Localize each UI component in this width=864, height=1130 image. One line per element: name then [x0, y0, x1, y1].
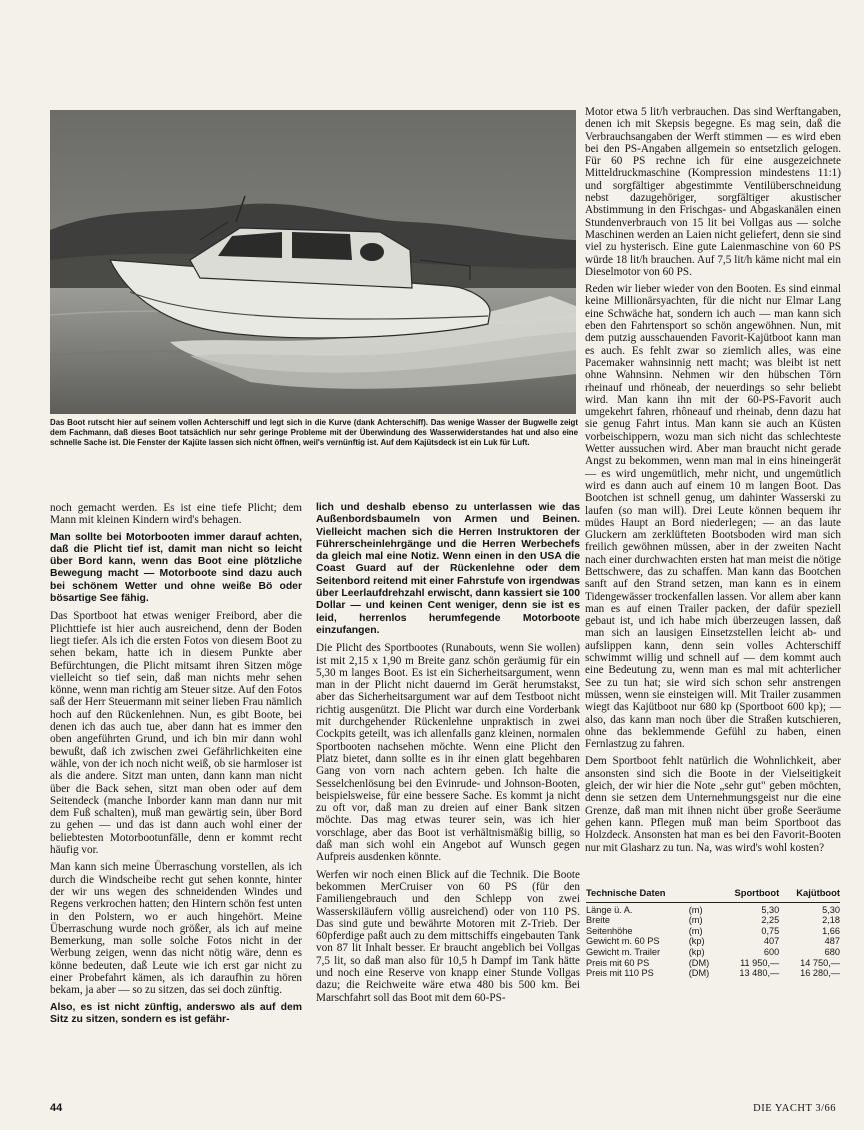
table-row — [586, 902, 840, 915]
table-row — [586, 936, 840, 947]
text-column-3 — [585, 106, 841, 859]
page-number: 44 — [50, 1102, 63, 1114]
row-label: Gewicht m. 60 PS — [586, 936, 660, 947]
text-column-2 — [316, 502, 580, 1009]
row-value-kajuetboot: 680 — [824, 946, 840, 957]
text-column-1 — [50, 502, 302, 1031]
row-value-sportboot: 2,25 — [761, 915, 780, 926]
table-row — [586, 968, 840, 979]
row-label: Länge ü. A. — [586, 902, 689, 915]
paragraph-bold: Man sollte bei Motorbooten immer darauf achten, daß die Plicht tief ist, damit man nicht so leicht über Bord kann, wenn das Boot eine plötzliche Bewegung macht — Motorboote sind dazu auch bei schönem Wetter und ohne weiße Bö oder bösartige See fähig. — [50, 531, 302, 605]
table-row — [586, 958, 840, 969]
paragraph: Die Plicht des Sportbootes (Runabouts, wenn Sie wollen) ist mit 2,15 x 1,90 m Breite ganz schön geräumig für ein 5,30 m langes Boot. Es ist ein Sicherheitsargument, wenn man in der Plicht nicht dauernd im Gerät herumstakst, aber das Sicherheitsargument war auf dem Testboot nicht richtig ausgenützt. Die Plicht war durch eine Vorderbank mit durchgehender Rückenlehne unpraktisch in zwei Cockpits geteilt, was ich allenfalls ganz kleinen, normalen Sportbooten nachsehen möchte. Wenn eine Plicht den Platz bietet, dann sollte es in ihr einen glatt begehbaren Gang von vorn nach achtern geben. Ich halte die Sesselchenlösung bei den Evinrude- und Johnson-Booten, beispielsweise, für eine bessere Sache. Es kommt ja nicht zu oft vor, daß man zu dreien auf einer Bank sitzen möchte. Das mag etwas teurer sein, was ich hier vorschlage, aber das Boot ist verhältnismäßig billig, so daß man sich wohl ein Angebot auf Wunsch gegen Aufpreis ausdenken könnte. — [316, 642, 580, 864]
row-value-kajuetboot: 487 — [824, 936, 840, 947]
magazine-issue: DIE YACHT 3/66 — [753, 1103, 836, 1114]
row-value-kajuetboot: 5,30 — [779, 902, 840, 915]
paragraph: Dem Sportboot fehlt natürlich die Wohnlichkeit, aber ansonsten sind sich die Boote in der Vielseitigkeit gleich, der wir hier die Note „sehr gut" geben möchten, denn sie setzen dem Unternehmungsgeist nur die eine Grenze, daß man mit ihnen nicht über große Seeräume gehen kann. Pflegen muß man beim Sportboot das Holzdeck. Ansonsten hat man es bei den Favorit-Booten nur mit Glasharz zu tun. Na, was wird's wohl kosten? — [585, 755, 841, 854]
row-value-sportboot: 11 950,— — [740, 957, 780, 968]
row-label: Breite — [586, 915, 611, 926]
technical-data-table — [586, 888, 840, 979]
row-unit: (kp) — [688, 946, 705, 957]
row-label: Gewicht m. Trailer — [586, 946, 661, 957]
row-unit: (m) — [688, 925, 703, 936]
boat-photo-illustration — [50, 110, 576, 414]
row-unit: (m) — [688, 915, 703, 926]
paragraph-bold: Also, es ist nicht zünftig, anderswo als auf dem Sitz zu sitzen, sondern es ist gefähr- — [50, 1001, 302, 1025]
table-header-sportboot: Sportboot — [734, 887, 780, 898]
row-unit: (kp) — [688, 936, 705, 947]
photo-caption: Das Boot rutscht hier auf seinem vollen Achterschiff und legt sich in die Kurve (dank Achterschiff). Das wenige Wasser der Bugwelle zeigt dem Fachmann, daß dieses Boot tatsächlich nur sehr geringe Probleme mit der Überwindung des Wasserwiderstandes hat und also eine schnelle Sache ist. Die Fenster der Kajüte lassen sich nicht öffnen, weil's vernünftig ist. Auf dem Kajütsdeck ist ein Luk für Luft. — [50, 418, 578, 448]
paragraph-bold: lich und deshalb ebenso zu unterlassen wie das Außenbordsbaumeln von Armen und Beinen. Vielleicht machen sich die Herren Instruktoren der Führerscheinlehrgänge und die Herren Werbechefs da gleich mal eine Notiz. Wenn einen in den USA die Coast Guard auf der Rückenlehne oder dem Seitenbord reitend mit einer Fahrstufe von irgendwas über Leerlaufdrehzahl erwischt, dann kassiert sie 100 Dollar — und keinen Cent weniger, denn sie ist es leid, herrenlos herumfegende Motorboote einzufangen. — [316, 502, 580, 636]
table-row — [586, 947, 840, 958]
row-unit: (m) — [689, 902, 717, 915]
table-header-kajuetboot: Kajütboot — [796, 887, 840, 898]
row-unit: (DM) — [688, 968, 710, 979]
row-value-kajuetboot: 14 750,— — [800, 957, 840, 968]
row-value-sportboot: 5,30 — [717, 902, 779, 915]
boat-photo — [50, 110, 576, 414]
paragraph: Motor etwa 5 lit/h verbrauchen. Das sind Werftangaben, denen ich mit Skepsis begegne. Es mag sein, daß die Verbrauchsangaben der Werft stimmen — es wird eben bei den PS-Angaben allgemein so entsetzlich gelogen. Für 60 PS rechne ich für eine ausgezeichnete Mitteldruckmaschine (Kompression mindestens 11:1) und sorgfältiger abgestimmte Ventilüberschneidung nebst dazugehöriger, sorgfältiger akustischer Abstimmung in den Frischgas- und Abgaskanälen einen Stundenverbrauch von 15 lit bei Vollgas aus — solche Maschinen werden an Laien nicht geliefert, denn sie sind viel zu hysterisch. Eine gute Laienmaschine von 60 PS würde 18 lit/h brauchen. Auf 7,5 lit/h käme nicht mal ein Dieselmotor von 60 PS. — [585, 106, 841, 278]
paragraph: Man kann sich meine Überraschung vorstellen, als ich durch die Windscheibe recht gut sehen konnte, hinter der wir uns wegen des schneidenden Windes und Regens verkrochen hatten; den Hintern schön fest unten in den Polstern, wo er auch hingehört. Meine Überraschung wurde noch größer, als ich auf meine Bemerkung, man solle solche Fotos nicht in der Werbung zeigen, wenn das nicht nötig wäre, denn es könne bedeuten, daß Leute wie ich erst gar nicht zu einer Probefahrt kämen, als ich daraufhin zu hören bekam, ja aber — so zu sitzen, das sei doch zünftig. — [50, 861, 302, 997]
row-label: Seitenhöhe — [586, 925, 633, 936]
row-unit: (DM) — [688, 957, 710, 968]
row-value-sportboot: 0,75 — [761, 925, 780, 936]
table-header-row — [586, 888, 840, 902]
row-value-kajuetboot: 16 280,— — [800, 968, 840, 979]
paragraph: Das Sportboot hat etwas weniger Freibord, aber die Plichttiefe ist hier auch ausreichend, denn der Boden liegt tiefer. Als ich die ersten Fotos von diesem Boot zu sehen bekam, hatte ich in diesem Punkte aber Befürchtungen, die Plicht mitsamt ihren Sitzen möge vielleicht so tief sein, daß man nichts mehr sehen könne, wenn man richtig am Steuer sitze. Auf den Fotos saß der Herr Steuermann mit seiner lieben Frau nämlich hoch auf den Rückenlehnen. Nun, es gibt Boote, bei denen ich das auch tue, aber dann hat es immer den oben angeführten Grund, und ich bin mir dann wohl bewußt, daß ich zwischen zwei Gefährlichkeiten eine wähle, von der ich noch nicht weiß, ob sie harmloser ist als die andere. Sitzt man unten, dann kann man nicht über die Back sehen, sitzt man oben oder auf dem Seitendeck (manche Inborder kann man dann nur mit dem Fuß schalten), muß man gewärtig sein, über Bord zu gehen — und das ist dann auch wohl einer der beliebtesten Motorbootunfälle, denn er kommt recht häufig vor. — [50, 610, 302, 857]
row-label: Preis mit 110 PS — [586, 968, 654, 979]
paragraph: Reden wir lieber wieder von den Booten. Es sind einmal keine Millionärsyachten, für die nicht nur Elmar Lang eine Schwäche hat, sondern ich auch — man kann sich eben den Fahrtensport so schön angewöhnen. Nun, mit dem putzig ausschauenden Favorit-Kajütboot kann man es auch. Es fehlt zwar so ziemlich alles, was eine Pacemaker wahnsinnig nett macht; was bleibt ist nett ohne Wahnsinn. Nehmen wir den hübschen Törn rheinauf und rhöneab, der neuerdings so sehr beliebt wird. Man kann ihn mit der 60-PS-Favorit auch umgekehrt fahren, rhôneauf und rheinab, denn dazu hat sie genug Fahrt intus. Man kann sie auch an Küsten vorbeischippern, wozu man sich nicht das schlechteste Wetter aussuchen wird. Aber man braucht nicht gerade Angst zu bekommen, wenn man mal in eins hineingerät — es wird ungemütlich, mehr nicht, und ungemütlich wird es dann auch auf einem 10 m langen Boot. Das Bootchen ist schnell genug, um dahinter Wasserski zu laufen (so man will). Drei Leute können bequem ihr müdes Haupt an Bord niederlegen; — an das laute Gluckern am zerklüfteten Bootsboden wird man sich freilich gewöhnen müssen, aber in der zweiten Nacht nach einer durchwachten ersten hat man meist die nötige Bettschwere, das zu schaffen. Man kann das Bootchen sanft auf den Strand setzen, man kann es in einem Tidengewässer trockenfallen lassen. Vor allem aber kann man es auf einen Trailer packen, der dafür speziell gebaut ist, und ich habe mich überzeugen lassen, daß man sich an lausigen Einsetzstellen leicht ab- und aufslippen kann, denn sein volles Achterschiff schwimmt willig und schnell auf — dem kommt auch eine Bedeutung zu, wenn man es mal mit achterlicher See zu tun hat; sie wird sich schon sehr anstrengen müssen, wenn sie einsteigen will. Mit Trailer zusammen wiegt das Kajütboot nur 680 kp (Sportboot 600 kp); — also, das kann man noch über die Straßen kutschieren, ohne das beklemmende Gefühl zu haben, einen Fernlastzug zu fahren. — [585, 283, 841, 751]
table-header-title: Technische Daten — [586, 887, 666, 898]
row-label: Preis mit 60 PS — [586, 957, 650, 968]
row-value-sportboot: 13 480,— — [739, 968, 780, 979]
row-value-sportboot: 407 — [763, 936, 780, 947]
row-value-kajuetboot: 2,18 — [822, 915, 840, 926]
row-value-kajuetboot: 1,66 — [822, 925, 840, 936]
paragraph: noch gemacht werden. Es ist eine tiefe Plicht; dem Mann mit kleinen Kindern wird's behagen. — [50, 502, 302, 527]
table-row — [586, 926, 840, 937]
row-value-sportboot: 600 — [763, 946, 780, 957]
table-row — [586, 915, 840, 926]
paragraph: Werfen wir noch einen Blick auf die Technik. Die Boote bekommen MerCruiser von 60 PS (für den Familiengebrauch und den Schlepp von zwei Wasserskiläufern völlig ausreichend) oder von 110 PS. Das sind gute und bewährte Motoren mit Z-Trieb. Der 60pferdige paßt auch zu dem mittschiffs eingebauten Tank von 87 lit Inhalt besser. Er braucht angeblich bei Vollgas 7,5 lit, so daß man also für 10,5 h Dampf im Tank hätte und noch eine Reserve von knapp einer Stunde Vollgas dazu; die Reichweite wäre etwa 480 bis 500 km. Bei Marschfahrt soll das Boot mit dem 60-PS- — [316, 868, 580, 1004]
